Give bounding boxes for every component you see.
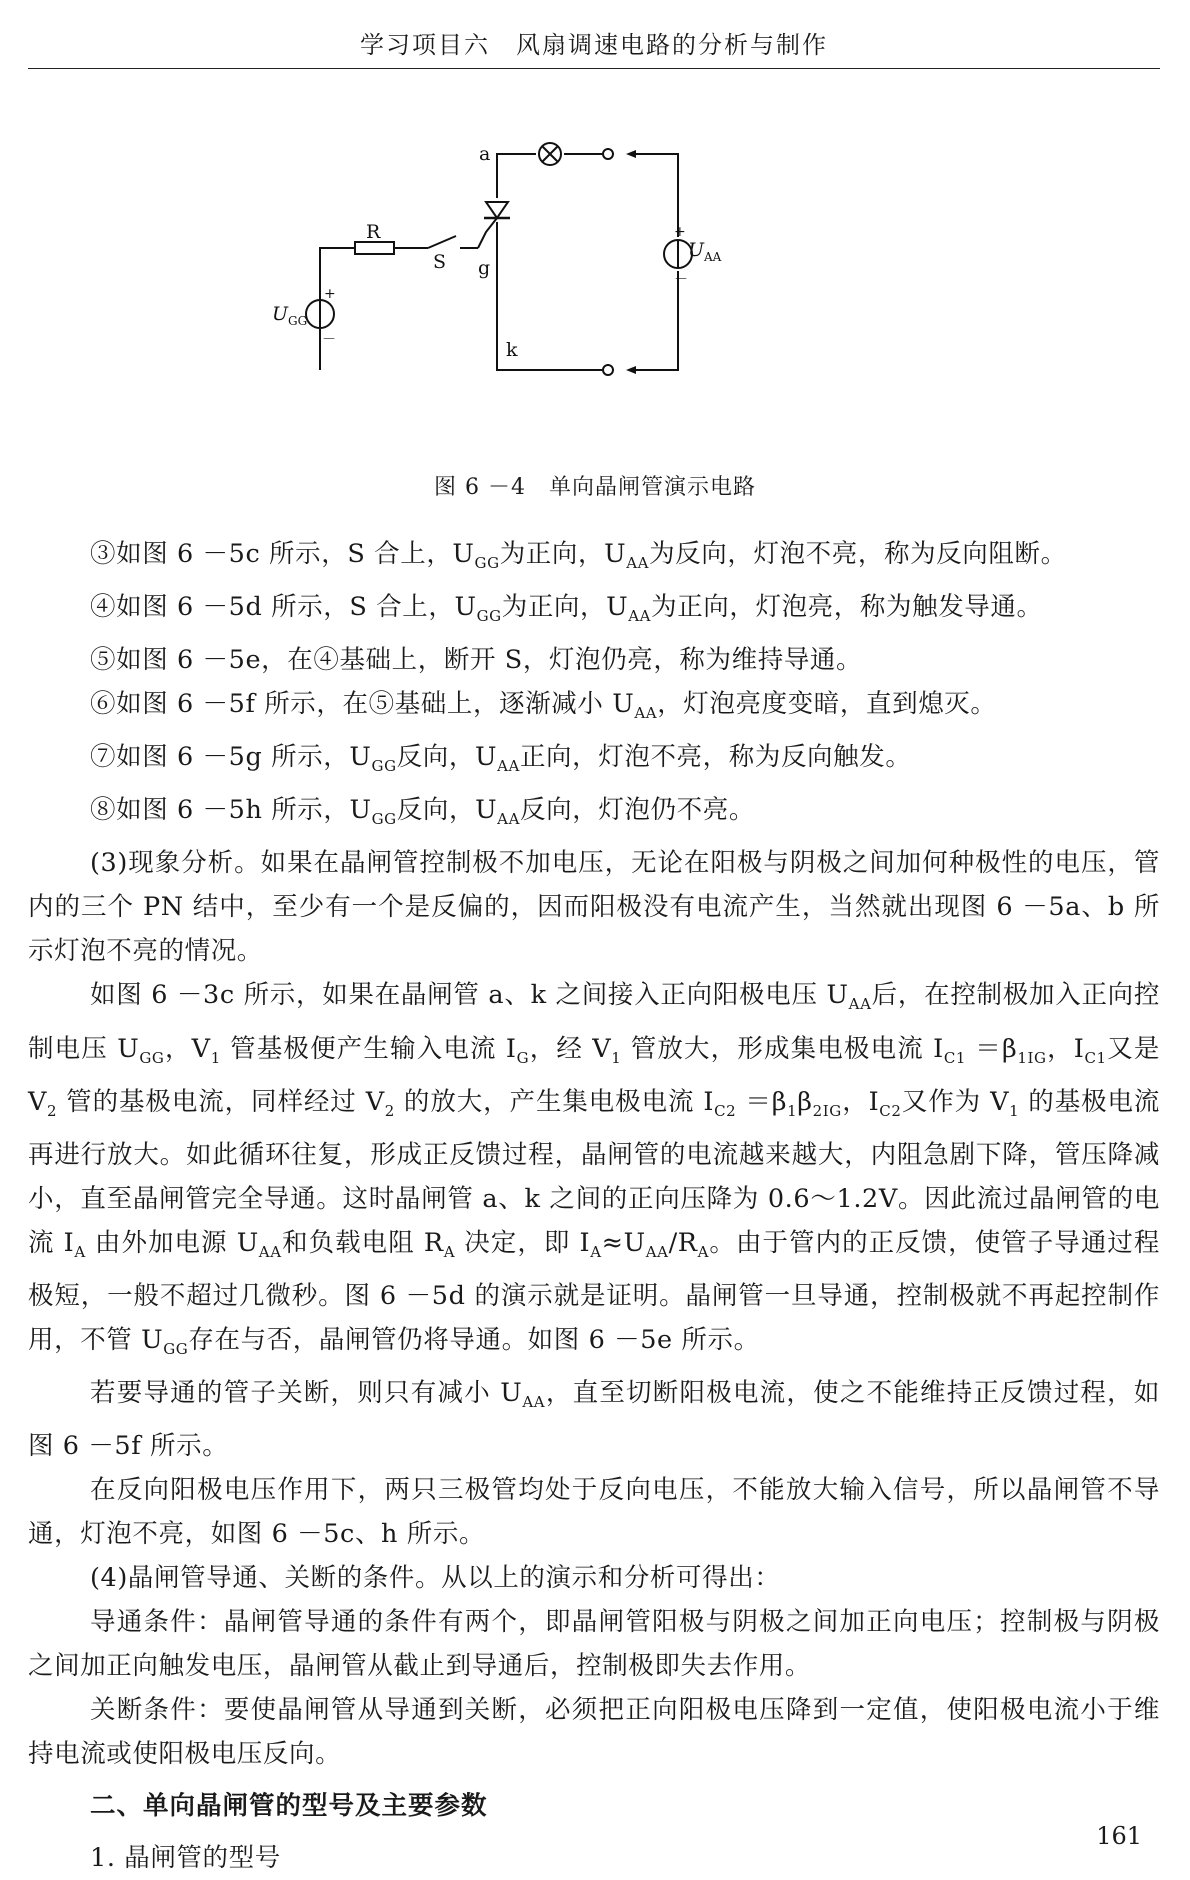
figure-caption: 图 6 －4 单向晶闸管演示电路 — [434, 475, 756, 500]
paragraph-turnoff: 若要导通的管子关断，则只有减小 $U_{AA}$，直至切断阳极电流，使之不能维持正反馈过程，如图 6 －5f 所示。 — [28, 1377, 1160, 1462]
body-text — [28, 532, 1160, 1880]
wire-right-bottom — [632, 271, 678, 370]
arrow-bottom-icon — [626, 366, 636, 374]
step-5: ⑤如图 6 －5e，在④基础上，断开 S，灯泡仍亮，称为维持导通。 — [90, 645, 863, 676]
label-k: k — [506, 339, 518, 361]
label-uaa: $U_{AA}$ — [688, 239, 722, 264]
wire-right-top — [632, 154, 678, 237]
step-8: ⑧如图 6 －5h 所示，$U_{GG}$反向，$U_{AA}$反向，灯泡仍不亮。 — [90, 795, 755, 829]
section-title: 二、单向晶闸管的型号及主要参数 — [90, 1791, 488, 1822]
thyristor-demo-circuit — [272, 143, 880, 460]
lamp-icon — [539, 143, 561, 165]
label-a: a — [479, 143, 491, 165]
arrow-top-icon — [626, 150, 636, 158]
resistor-icon — [355, 242, 394, 254]
subsection-title: 1. 晶闸管的型号 — [90, 1843, 281, 1874]
paragraph-reverse: 在反向阳极电压作用下，两只三极管均处于反向电压，不能放大输入信号，所以晶闸管不导通，灯泡不亮，如图 6 －5c、h 所示。 — [28, 1475, 1160, 1550]
uaa-plus: + — [674, 224, 686, 240]
uaa-minus: － — [674, 272, 688, 288]
label-ugg: $U_{GG}$ — [272, 303, 308, 328]
paragraph-on-condition: 导通条件：晶闸管导通的条件有两个，即晶闸管阳极与阴极之间加正向电压；控制极与阴极之间加正向触发电压，晶闸管从截止到导通后，控制极即失去作用。 — [28, 1607, 1160, 1682]
page-number: 161 — [1096, 1822, 1142, 1850]
label-g: g — [478, 257, 491, 279]
terminal-top-icon — [603, 149, 613, 159]
running-header — [28, 22, 1160, 69]
paragraph-conditions-intro: (4)晶闸管导通、关断的条件。从以上的演示和分析可得出： — [90, 1563, 781, 1594]
header-title: 学习项目六 风扇调速电路的分析与制作 — [360, 31, 828, 59]
ugg-plus: + — [324, 286, 336, 302]
paragraph-mechanism: 如图 6 －3c 所示，如果在晶闸管 a、k 之间接入正向阳极电压 $U_{AA}$后，在控制极加入正向控制电压 $U_{GG}$，$V_1$ 管基极便产生输入电流 $I_G$，经 $V_1$ 管放大，形成集电极电流 $I_{C1} =\beta_{1IG}$，$I_{C1}$又是 $V_2$ 管的基极电流，同样经过 $V_2$ 的放大，产生集电极电流 $I_{C2} =\beta_1\beta_{2IG}$，$I_{C2}$又作为 $V_1$ 的基极电流再进行放大。如此循环往复，形成正反馈过程，晶闸管的电流越来越大，内阻急剧下降，管压降减小，直至晶闸管完全导通。这时晶闸管 a、k 之间的正向压降为 0.6～1.2V。因此流过晶闸管的电流 $I_A$ 由外加电源 $U_{AA}$和负载电阻 $R_A$ 决定，即 $I_A\approx U_{AA}/R_A$。由于管内的正反馈，使管子导通过程极短，一般不超过几微秒。图 6 －5d 的演示就是证明。晶闸管一旦导通，控制极就不再起控制作用，不管 $U_{GG}$存在与否，晶闸管仍将导通。如图 6 －5e 所示。 — [28, 980, 1161, 1358]
paragraph-off-condition: 关断条件：要使晶闸管从导通到关断，必须把正向阳极电压降到一定值，使阳极电流小于维持电流或使阳极电压反向。 — [28, 1695, 1160, 1770]
wire-anode-top — [497, 154, 536, 176]
step-6: ⑥如图 6 －5f 所示，在⑤基础上，逐渐减小 $U_{AA}$，灯泡亮度变暗，直到熄灭。 — [90, 689, 997, 723]
ugg-source-icon — [306, 300, 334, 328]
paragraph-phenomenon: (3)现象分析。如果在晶闸管控制极不加电压，无论在阳极与阴极之间加何种极性的电压，管内的三个 PN 结中，至少有一个是反偏的，因而阳极没有电流产生，当然就出现图 6 －5a、b 所示灯泡不亮的情况。 — [28, 848, 1160, 967]
label-r: R — [366, 221, 381, 243]
ugg-minus: － — [322, 332, 336, 348]
step-7: ⑦如图 6 －5g 所示，$U_{GG}$反向，$U_{AA}$正向，灯泡不亮，称为反向触发。 — [90, 742, 912, 776]
label-s: S — [433, 251, 447, 273]
step-4: ④如图 6 －5d 所示，S 合上，$U_{GG}$为正向，$U_{AA}$为正向，灯泡亮，称为触发导通。 — [90, 592, 1043, 626]
switch-icon — [428, 236, 478, 248]
terminal-bottom-icon — [603, 365, 613, 375]
thyristor-icon — [478, 202, 510, 248]
step-3: ③如图 6 －5c 所示，S 合上，$U_{GG}$为正向，$U_{AA}$为反向，灯泡不亮，称为反向阻断。 — [90, 539, 1067, 573]
